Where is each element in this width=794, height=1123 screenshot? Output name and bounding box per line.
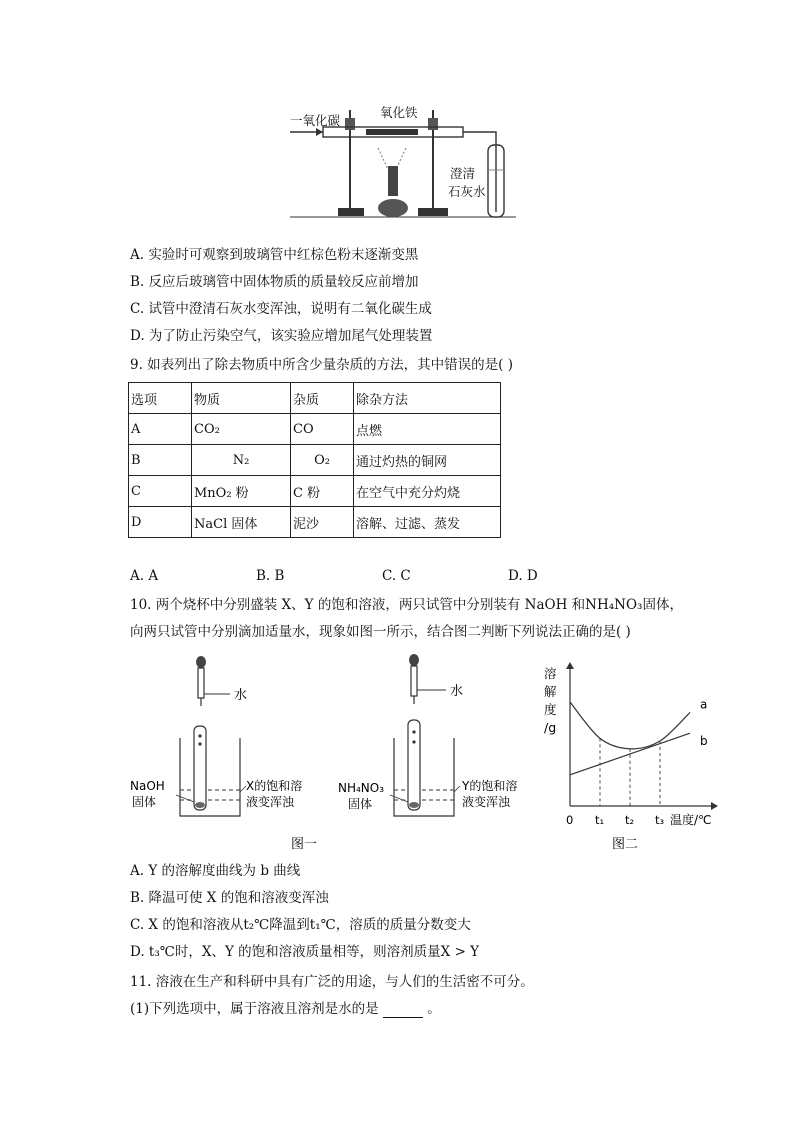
table-cell: 溶解、过滤、蒸发	[354, 507, 501, 538]
ylabel-char-2: 解	[544, 684, 557, 699]
table-cell: CO	[291, 414, 354, 445]
table-cell: 通过灼热的铜网	[354, 445, 501, 476]
q10-stem-line2: 向两只试管中分别滴加适量水，现象如图一所示，结合图二判断下列说法正确的是( )	[130, 624, 631, 640]
q10-stem-line1: 10. 两个烧杯中分别盛装 X、Y 的饱和溶液，两只试管中分别装有 NaOH 和NH₄NO₃固体，	[130, 597, 683, 613]
beaker-left	[176, 726, 246, 816]
dropper-left	[196, 656, 230, 706]
limewater-label-1: 澄清	[450, 166, 476, 181]
q8-option-b: B. 反应后玻璃管中固体物质的质量较反应前增加	[130, 274, 419, 290]
table-cell: 点燃	[354, 414, 501, 445]
water-label-left: 水	[234, 688, 248, 703]
table-cell: B	[129, 445, 192, 476]
q11-sub1-text: (1)下列选项中，属于溶液且溶剂是水的是	[130, 1001, 379, 1017]
table-cell: A	[129, 414, 192, 445]
ylabel-char-1: 溶	[544, 666, 557, 681]
q11-stem: 11. 溶液在生产和科研中具有广泛的用途，与人们的生活密不可分。	[130, 974, 534, 990]
x-tick-label-2: t₂	[625, 813, 635, 827]
q9-choice-d: D. D	[508, 568, 538, 584]
q11-sub1	[130, 1000, 441, 1018]
q9-choice-c: C. C	[382, 568, 411, 584]
table-cell: C	[129, 476, 192, 507]
x-saturated-label: X的饱和溶	[246, 779, 303, 793]
origin-label: 0	[566, 813, 574, 827]
nh4no3-solid-label: 固体	[348, 797, 373, 811]
fe2o3-label: 氧化铁	[380, 105, 418, 120]
x-axis-label: 温度/℃	[670, 813, 712, 827]
water-label-right: 水	[450, 684, 464, 699]
x-axis-arrow	[711, 802, 718, 810]
q10-option-d: D. t₃℃时，X、Y 的饱和溶液质量相等，则溶剂质量X > Y	[130, 944, 480, 960]
co-reduction-apparatus-figure	[288, 100, 518, 230]
naoh-solid-label: 固体	[132, 795, 157, 809]
q9-choice-a: A. A	[130, 568, 159, 584]
table-row	[129, 476, 501, 507]
q11-sub1-end: 。	[427, 1001, 441, 1017]
q9-stem: 9. 如表列出了除去物质中所含少量杂质的方法，其中错误的是( )	[130, 357, 513, 373]
curve-label-a: a	[700, 697, 708, 712]
dropper-right	[409, 654, 446, 704]
table-row	[129, 445, 501, 476]
table-row	[129, 414, 501, 445]
table-cell: CO₂	[192, 414, 291, 445]
q10-option-b: B. 降温可使 X 的饱和溶液变浑浊	[130, 890, 329, 906]
table-cell: D	[129, 507, 192, 538]
curve-a	[570, 702, 690, 749]
x-turbid-label: 液变浑浊	[246, 795, 295, 809]
y-turbid-label: 液变浑浊	[462, 795, 511, 809]
q9-choice-b: B. B	[256, 568, 285, 584]
table-header-cell: 物质	[192, 383, 291, 414]
figure-two-caption: 图二	[612, 837, 639, 852]
y-saturated-label: Y的饱和溶	[462, 779, 518, 793]
q10-option-c: C. X 的饱和溶液从t₂℃降温到t₁℃，溶质的质量分数变大	[130, 917, 471, 933]
table-cell: N₂	[192, 445, 291, 476]
q10-option-a: A. Y 的溶解度曲线为 b 曲线	[130, 863, 301, 879]
naoh-label: NaOH	[130, 779, 165, 793]
table-header-cell: 除杂方法	[354, 383, 501, 414]
table-row	[129, 507, 501, 538]
limewater-label-2: 石灰水	[448, 184, 486, 199]
ylabel-char-3: 度	[544, 702, 557, 717]
curve-label-b: b	[700, 734, 708, 749]
co-label: 一氧化碳	[290, 113, 341, 128]
q8-option-a: A. 实验时可观察到玻璃管中红棕色粉末逐渐变黑	[130, 247, 419, 263]
table-cell: 在空气中充分灼烧	[354, 476, 501, 507]
table-cell: 泥沙	[291, 507, 354, 538]
nh4no3-label: NH₄NO₃	[338, 781, 385, 795]
ylabel-char-4: /g	[544, 720, 557, 735]
table-header-cell: 选项	[129, 383, 192, 414]
figure-one-beakers	[128, 652, 528, 852]
table-cell: MnO₂ 粉	[192, 476, 291, 507]
table-header-row	[129, 383, 501, 414]
x-tick-label-3: t₃	[655, 813, 665, 827]
y-axis-arrow	[566, 662, 574, 669]
table-header-cell: 杂质	[291, 383, 354, 414]
table-cell: NaCl 固体	[192, 507, 291, 538]
q8-option-c: C. 试管中澄清石灰水变浑浊，说明有二氧化碳生成	[130, 301, 432, 317]
x-tick-label-1: t₁	[595, 813, 605, 827]
beaker-right	[390, 720, 460, 816]
figure-one-caption: 图一	[291, 837, 318, 852]
answer-blank[interactable]	[383, 1003, 423, 1018]
solubility-chart	[530, 656, 730, 852]
table-cell: C 粉	[291, 476, 354, 507]
q9-impurity-table	[128, 382, 501, 538]
q8-option-d: D. 为了防止污染空气，该实验应增加尾气处理装置	[130, 328, 433, 344]
table-cell: O₂	[291, 445, 354, 476]
